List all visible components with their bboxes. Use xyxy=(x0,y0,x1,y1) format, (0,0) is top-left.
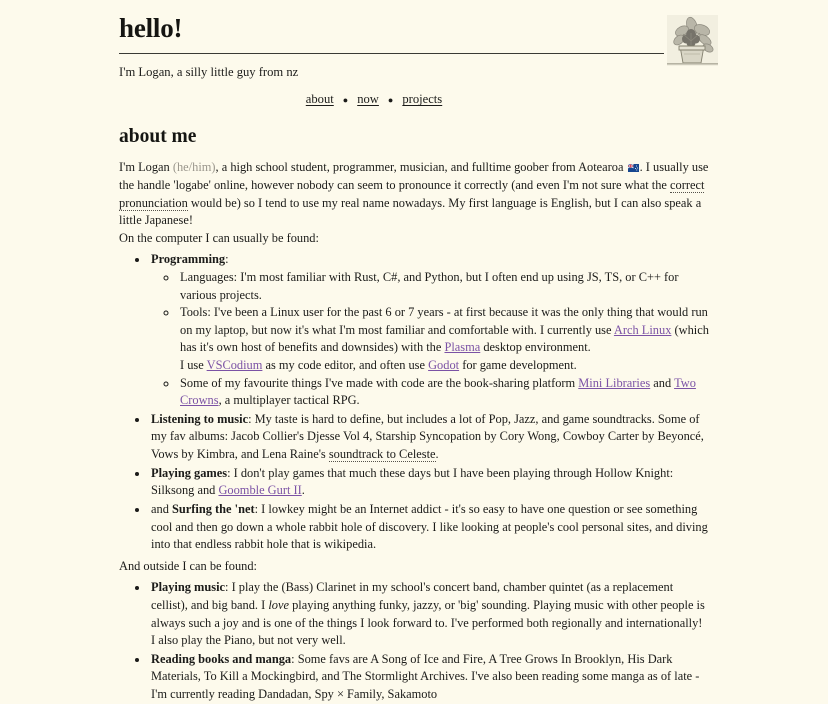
content-wrapper xyxy=(119,0,709,704)
list-item-programming xyxy=(149,251,709,409)
playing-music-emphasis: love xyxy=(268,597,289,612)
tools-text-a: Tools: I've been a Linux user for the past 6 or 7 years - at first because it was the only thing that would run on my laptop, but now it's what I'm most familiar and comfortable with. I currently use xyxy=(180,305,708,337)
list-item-label: Programming xyxy=(151,252,226,267)
computer-activities-list xyxy=(119,251,709,553)
link-arch-linux[interactable]: Arch Linux xyxy=(613,322,672,337)
main-navigation[interactable] xyxy=(119,91,709,109)
tools-text-d: I use xyxy=(180,358,207,373)
link-two-crowns[interactable]: Two Crowns xyxy=(180,375,696,408)
list-item-label: Surfing the 'net xyxy=(172,501,255,516)
tools-text-f: for game development. xyxy=(459,358,577,373)
playing-music-text-b: playing anything funky, jazzy, or 'big' sounding. Playing music with other people is always such a joy and is one of the things I look forward to. I've performed both regionally and internationally! I also play the Piano, but not very well. xyxy=(151,597,705,648)
list-item-reading-books-and-manga xyxy=(149,651,709,704)
list-item-label: Playing games xyxy=(151,465,228,480)
new-zealand-flag-icon xyxy=(628,164,639,172)
surfing-text-a: I lowkey might be an Internet addict - it's so easy to have one question or see something cool and then go down a whole rabbit hole of discovery. I like looking at people's cool personal sites, and diving into that endless rabbit hole that is wikipedia. xyxy=(151,501,708,552)
programming-sub-list xyxy=(151,269,709,410)
celeste-soundtrack-abbr[interactable]: soundtrack to Celeste xyxy=(328,447,436,462)
fav-text-a: Some of my favourite things I've made with code are the book-sharing platform xyxy=(180,375,579,390)
header-divider xyxy=(119,53,709,54)
sub-item-favourite-projects xyxy=(178,375,709,410)
games-text-a: I don't play games that much these days but I have been playing through Hollow Knight: Silksong and xyxy=(151,465,674,498)
music-text-b: . xyxy=(435,447,439,462)
nav-item-now[interactable]: now xyxy=(357,92,379,107)
reading-text-a: Some favs are A Song of Ice and Fire, A Tree Grows In Brooklyn, His Dark Materials, To Kill a Mockingbird, and The Stormlight Archives. I've also been reading some manga as of late - I'm currently reading Dandadan, Spy × Family, Sakamoto xyxy=(151,651,700,702)
pronunciation-abbr[interactable]: correct pronunciation xyxy=(119,177,705,210)
intro-text-a: I'm Logan xyxy=(119,160,173,175)
computer-intro-paragraph: On the computer I can usually be found: xyxy=(119,230,319,245)
list-item-label-suffix: : xyxy=(225,252,229,267)
games-text-b: . xyxy=(301,483,305,498)
list-item-label: Reading books and manga xyxy=(151,651,292,666)
intro-text-d: would be) so I tend to use my real name nowadays. My first language is English, but I can also speak a little Japanese! xyxy=(119,195,702,228)
link-vscodium[interactable]: VSCodium xyxy=(206,358,263,373)
tools-text-c: desktop environment. xyxy=(480,340,591,355)
about-intro-paragraph xyxy=(119,159,709,229)
list-item-playing-games xyxy=(149,465,709,500)
page-title: hello! xyxy=(119,13,183,43)
outside-intro-paragraph: And outside I can be found: xyxy=(119,558,257,573)
sub-item-tools xyxy=(178,304,709,374)
list-item-surfing-the-net xyxy=(149,501,709,554)
surfing-prefix: and xyxy=(151,501,172,516)
nav-item-about[interactable]: about xyxy=(305,92,334,107)
link-mini-libraries[interactable]: Mini Libraries xyxy=(578,375,651,390)
tools-text-e: as my code editor, and often use xyxy=(262,358,429,373)
fav-text-c: , a multiplayer tactical RPG. xyxy=(218,393,360,408)
list-item-label-suffix: : xyxy=(225,580,232,595)
list-item-label-suffix: : xyxy=(254,501,262,516)
section-heading-about: about me xyxy=(119,125,197,147)
outside-activities-list xyxy=(119,579,709,703)
intro-text-c: . I usually use the handle 'logabe' online, however nobody can seem to pronounce it correctly (and even I'm not sure what the xyxy=(119,160,709,192)
tools-text-b: (which has it's own host of benefits and downsides) with the xyxy=(180,322,709,355)
pronouns-text: (he/him) xyxy=(172,160,216,175)
list-item-label: Playing music xyxy=(151,580,226,595)
sub-item-languages: ◦ Languages: I'm most familiar with Rust, C#, and Python, but I often end up using JS, TS, or C++ for various projects. xyxy=(178,269,709,304)
playing-music-text-a: I play the (Bass) Clarinet in my school's concert band, chamber quintet (as a replacement cellist), and big band. I xyxy=(151,580,674,612)
nav-item-projects[interactable]: projects xyxy=(402,92,443,107)
link-plasma[interactable]: Plasma xyxy=(444,340,481,355)
list-item-label: Listening to music xyxy=(151,411,249,426)
intro-text-b: , a high school student, programmer, musician, and fulltime goober from Aotearoa xyxy=(215,160,627,175)
list-item-label-suffix: : xyxy=(227,465,234,480)
list-item-playing-music xyxy=(149,579,709,649)
list-item-listening-to-music xyxy=(149,411,709,464)
list-item-label-suffix: : xyxy=(291,651,298,666)
fav-text-b: and xyxy=(650,375,675,390)
site-header xyxy=(119,13,709,81)
link-godot[interactable]: Godot xyxy=(428,358,460,373)
list-item-label-suffix: : xyxy=(248,411,255,426)
music-text-a: My taste is hard to define, but includes a lot of Pop, Jazz, and game soundtracks. Some of my fav albums: Jacob Collier's Djesse Vol 4, Starship Syncopation by Cory Wong, Cowboy Carter by Beyoncé, Vows by Kimbra, and Lena Raine's xyxy=(151,411,704,462)
nav-separator-dot: ● xyxy=(342,95,349,106)
site-tagline: I'm Logan, a silly little guy from nz xyxy=(119,65,299,80)
link-goomble-gurt-ii[interactable]: Goomble Gurt II xyxy=(218,483,302,498)
nav-separator-dot: ● xyxy=(387,95,394,106)
